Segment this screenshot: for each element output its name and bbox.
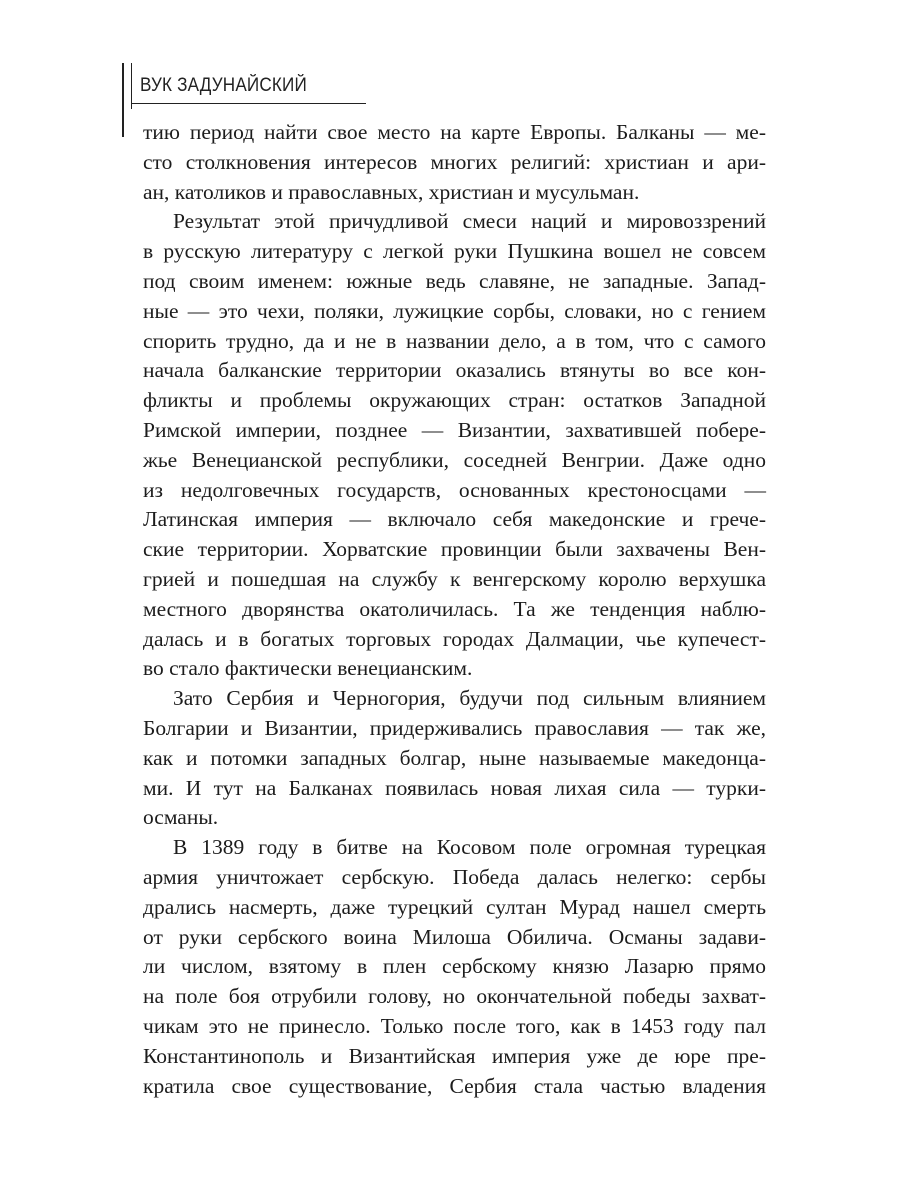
text-line: далась и в богатых торговых городах Далмации, чье купечест- <box>143 626 766 651</box>
text-line: местного дворянства окатоличилась. Та же тенденция наблю- <box>143 596 766 621</box>
text-line: спорить трудно, да и не в названии дело, а в том, что с самого <box>143 328 766 353</box>
text-line: на поле боя отрубили голову, но окончательной победы захват- <box>143 984 766 1009</box>
text-line: ли числом, взятому в плен сербскому князю Лазарю прямо <box>143 954 766 979</box>
paragraph <box>143 118 766 207</box>
body-text <box>143 118 766 1101</box>
text-line: начала балканские территории оказались втянуты во все кон- <box>143 358 766 383</box>
text-line: тию период найти свое место на карте Европы. Балканы — ме- <box>143 120 766 144</box>
running-head-author: ВУК ЗАДУНАЙСКИЙ <box>140 75 307 96</box>
running-head-rule-vertical-thick <box>122 63 124 137</box>
text-line: во стало фактически венецианским. <box>143 656 473 681</box>
text-line: в русскую литературу с легкой руки Пушкина вошел не совсем <box>143 239 766 264</box>
text-line: армия уничтожает сербскую. Победа далась нелегко: сербы <box>143 864 766 889</box>
text-line: В 1389 году в битве на Косовом поле огромная турецкая <box>173 835 766 860</box>
paragraph <box>143 207 766 684</box>
text-line: Болгарии и Византии, придерживались православия — так же, <box>143 715 766 740</box>
text-line: ми. И тут на Балканах появилась новая лихая сила — турки- <box>143 775 766 800</box>
text-line: грией и пошедшая на службу к венгерскому королю верхушка <box>143 566 766 591</box>
text-line: Латинская империя — включало себя македонские и грече- <box>143 507 766 532</box>
text-line: от руки сербского воина Милоша Обилича. Османы задави- <box>143 924 766 949</box>
text-line: Римской империи, позднее — Византии, захватившей побере- <box>143 417 766 442</box>
running-head-rule-horizontal <box>131 103 366 104</box>
text-line: Зато Сербия и Черногория, будучи под сильным влиянием <box>173 686 766 711</box>
text-line: османы. <box>143 805 219 830</box>
text-line: Результат этой причудливой смеси наций и мировоззрений <box>173 209 766 234</box>
text-line: ные — это чехи, поляки, лужицкие сорбы, словаки, но с гением <box>143 298 766 323</box>
text-line: жье Венецианской республики, соседней Венгрии. Даже одно <box>143 447 766 472</box>
text-line: под своим именем: южные ведь славяне, не западные. Запад- <box>143 268 766 293</box>
text-line: кратила свое существование, Сербия стала частью владения <box>143 1073 766 1098</box>
paragraph <box>143 833 766 1101</box>
text-line: ские территории. Хорватские провинции были захвачены Вен- <box>143 537 766 562</box>
text-line: как и потомки западных болгар, ныне называемые македонца- <box>143 745 766 770</box>
text-line: из недолговечных государств, основанных крестоносцами — <box>143 477 766 502</box>
text-line: Константинополь и Византийская империя уже де юре пре- <box>143 1043 766 1068</box>
text-line: сто столкновения интересов многих религий: христиан и ари- <box>143 149 766 174</box>
text-line: чикам это не принесло. Только после того, как в 1453 году пал <box>143 1013 766 1038</box>
text-line: фликты и проблемы окружающих стран: остатков Западной <box>143 388 766 413</box>
text-line: дрались насмерть, даже турецкий султан Мурад нашел смерть <box>143 894 766 919</box>
text-line: ан, католиков и православных, христиан и мусульман. <box>143 179 640 204</box>
paragraph <box>143 684 766 833</box>
